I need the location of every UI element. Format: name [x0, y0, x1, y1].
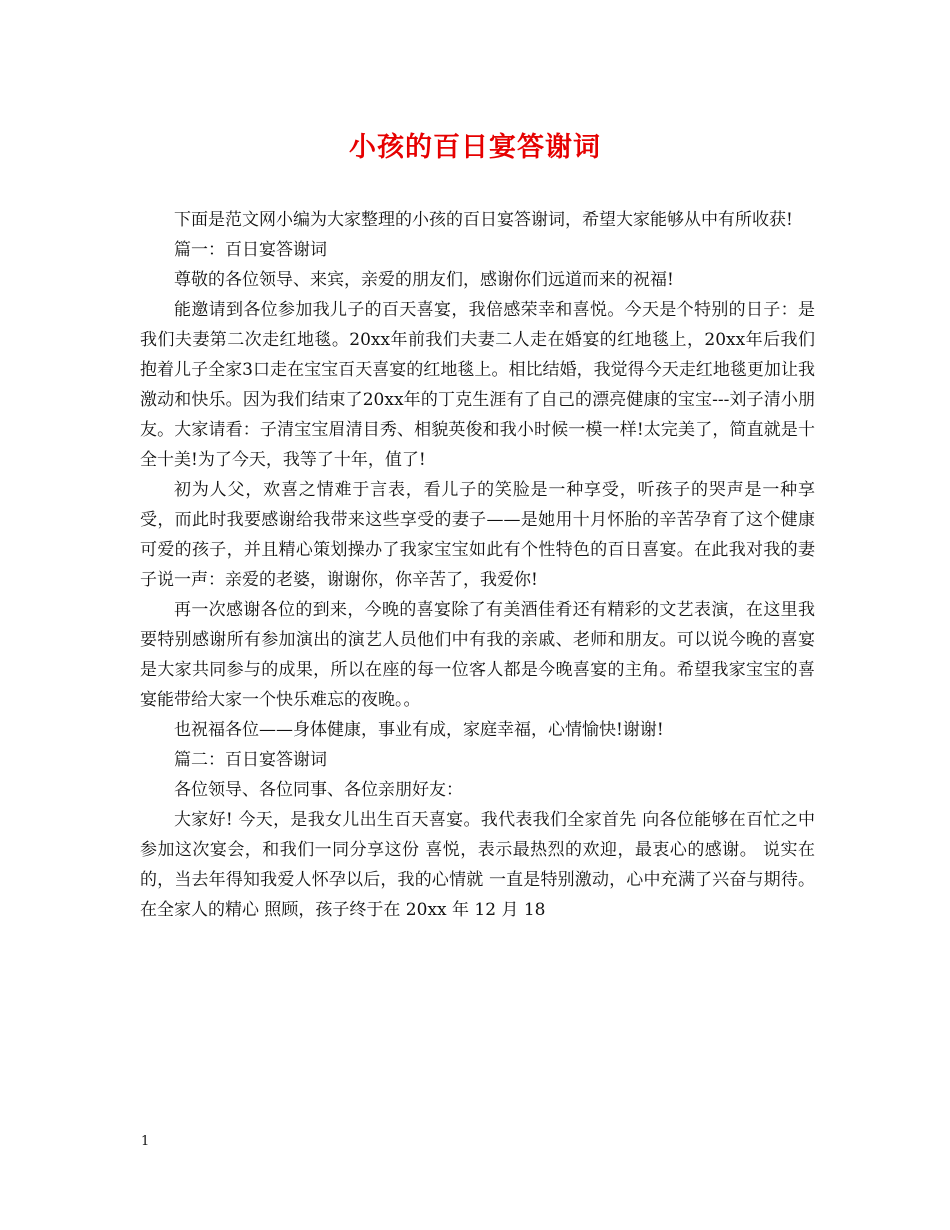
document-title: 小孩的百日宴答谢词: [349, 132, 601, 163]
paragraph: 尊敬的各位领导、来宾，亲爱的朋友们，感谢你们远道而来的祝福!: [174, 270, 674, 290]
paragraph: 能邀请到各位参加我儿子的百天喜宴，我倍感荣幸和喜悦。今天是个特别的日子：是我们夫妻第二次走红地毯。20xx年前我们夫妻二人走在婚宴的红地毯上，20xx年后我们抱着儿子全家3口走在宝宝百天喜宴的红地毯上。相比结婚，我觉得今天走红地毯更加让我激动和快乐。因为我们结束了20xx年的丁克生涯有了自己的漂亮健康的宝宝---刘子清小朋友。大家请看：子清宝宝眉清目秀、相貌英俊和我小时候一模一样!太完美了，简直就是十全十美!为了今天，我等了十年，值了!: [140, 300, 815, 470]
section-heading-1: 篇一：百日宴答谢词: [174, 240, 327, 260]
paragraph: 再一次感谢各位的到来，今晚的喜宴除了有美酒佳肴还有精彩的文艺表演，在这里我要特别感谢所有参加演出的演艺人员他们中有我的亲戚、老师和朋友。可以说今晚的喜宴是大家共同参与的成果，所以在座的每一位客人都是今晚喜宴的主角。希望我家宝宝的喜宴能带给大家一个快乐难忘的夜晚。。: [140, 600, 815, 710]
section-heading-2: 篇二：百日宴答谢词: [174, 750, 327, 770]
paragraph: 大家好! 今天，是我女儿出生百天喜宴。我代表我们全家首先 向各位能够在百忙之中参加这次宴会，和我们一同分享这份 喜悦，表示最热烈的欢迎，最衷心的感谢。 说实在的，当去年得知我爱人怀孕以后，我的心情就 一直是特别激动，心中充满了兴奋与期待。在全家人的精心 照顾，孩子终于在 20xx 年 12 月 18: [140, 810, 815, 920]
paragraph: 初为人父，欢喜之情难于言表，看儿子的笑脸是一种享受，听孩子的哭声是一种享受，而此时我要感谢给我带来这些享受的妻子——是她用十月怀胎的辛苦孕育了这个健康可爱的孩子，并且精心策划操办了我家宝宝如此有个性特色的百日喜宴。在此我对我的妻子说一声：亲爱的老婆，谢谢你，你辛苦了，我爱你!: [140, 480, 815, 590]
page-number: 1: [141, 1134, 150, 1149]
document-body: [140, 205, 815, 925]
paragraph: 也祝福各位——身体健康，事业有成，家庭幸福，心情愉快!谢谢!: [174, 720, 664, 740]
paragraph-intro: 下面是范文网小编为大家整理的小孩的百日宴答谢词，希望大家能够从中有所收获!: [174, 210, 793, 230]
paragraph: 各位领导、各位同事、各位亲朋好友：: [174, 780, 463, 800]
